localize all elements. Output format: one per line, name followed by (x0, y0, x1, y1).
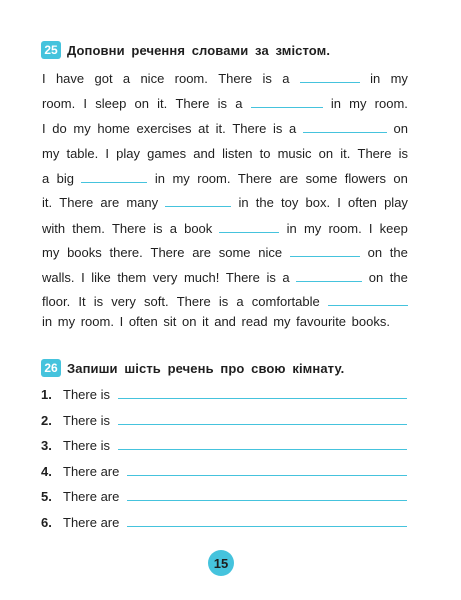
fill-in-blank[interactable] (296, 281, 362, 282)
word: on (367, 245, 383, 260)
task-25-title: Доповни речення словами за змістом. (67, 42, 331, 58)
word: a (169, 221, 177, 236)
word: my (57, 314, 76, 329)
word: nice (140, 71, 165, 86)
word: on (393, 171, 408, 186)
word: keep (379, 221, 408, 236)
answer-write-line[interactable] (127, 500, 407, 501)
answer-row (41, 384, 407, 402)
word: on (134, 96, 149, 111)
word: books. (351, 314, 390, 329)
word: play (384, 195, 408, 210)
word: on (182, 314, 197, 329)
answer-row-start: There is (63, 412, 110, 428)
word: the (255, 195, 274, 210)
word: is (218, 294, 229, 309)
word: room. (80, 314, 114, 329)
word: is (93, 294, 104, 309)
word: is (262, 71, 272, 86)
text-line (42, 218, 408, 236)
word: in (330, 96, 341, 111)
word: home (97, 121, 130, 136)
word: some (218, 245, 251, 260)
task-26-number-badge: 26 (41, 359, 61, 377)
word: There (150, 245, 185, 260)
word: my (73, 121, 91, 136)
word: I (368, 221, 373, 236)
word: There (176, 294, 211, 309)
word: with (42, 221, 66, 236)
text-line (42, 242, 408, 260)
text-line (42, 192, 408, 210)
task-25-number-badge: 25 (41, 41, 61, 59)
word: like (91, 270, 111, 285)
fill-in-blank[interactable] (303, 132, 387, 133)
word: favourite (296, 314, 347, 329)
word: them. (72, 221, 105, 236)
word: it. (340, 146, 351, 161)
word: is (272, 121, 283, 136)
fill-in-blank[interactable] (290, 256, 360, 257)
word: is (266, 270, 276, 285)
word: do (52, 121, 67, 136)
word: room. (42, 96, 76, 111)
answer-row-start: There are (63, 489, 120, 504)
answer-write-line[interactable] (127, 475, 407, 476)
word: my (172, 171, 190, 186)
word: There (111, 221, 146, 236)
answer-row-number: 4. (41, 463, 52, 479)
word: in (238, 195, 249, 210)
word: on (393, 121, 408, 136)
word: I (42, 71, 46, 86)
word: books (67, 245, 102, 260)
word: in (154, 171, 166, 186)
word: the (389, 245, 408, 260)
fill-in-blank[interactable] (81, 182, 147, 183)
word: read (241, 314, 268, 329)
word: is (217, 96, 228, 111)
answer-row-start: There is (63, 438, 110, 453)
word: and (214, 314, 236, 329)
answer-row-start: There are (63, 514, 120, 530)
page-number: 15 (208, 550, 234, 576)
word: a (282, 270, 290, 285)
word: a (42, 171, 50, 186)
answer-row-number: 6. (41, 514, 52, 530)
word: music (277, 146, 312, 161)
text-line (42, 68, 408, 86)
word: listen (222, 146, 253, 161)
word: There (175, 96, 210, 111)
answer-write-line[interactable] (118, 398, 407, 399)
word: a (282, 71, 290, 86)
text-line (42, 118, 408, 136)
word: toy (280, 195, 299, 210)
word: my (390, 71, 408, 86)
word: is (153, 221, 163, 236)
word: There (59, 195, 94, 210)
word: There (225, 270, 260, 285)
word: room. (328, 221, 362, 236)
fill-in-blank[interactable] (251, 107, 323, 108)
word: the (389, 270, 408, 285)
word: it. (215, 121, 226, 136)
word: a (235, 96, 243, 111)
word: a (288, 121, 297, 136)
text-line (42, 168, 408, 186)
word: There (357, 146, 392, 161)
word: a (236, 294, 244, 309)
word: them (117, 270, 147, 285)
word: are (100, 195, 120, 210)
word: sit (163, 314, 177, 329)
word: often (128, 314, 158, 329)
word: are (192, 245, 211, 260)
word: my (303, 221, 322, 236)
answer-row (41, 461, 407, 479)
word: my (42, 146, 60, 161)
word: got (94, 71, 113, 86)
text-line (42, 143, 408, 161)
word: my (42, 245, 60, 260)
word: room. (197, 171, 231, 186)
text-line (42, 291, 408, 309)
word: It (78, 294, 86, 309)
word: comfortable (251, 294, 320, 309)
word: are (279, 171, 299, 186)
word: games (147, 146, 187, 161)
word: room. (174, 71, 208, 86)
word: my (349, 96, 367, 111)
answer-row-number: 5. (41, 489, 52, 504)
word: I (337, 195, 341, 210)
word: in (286, 221, 297, 236)
word: it. (157, 96, 168, 111)
answer-row-start: There are (63, 463, 120, 479)
word: floor. (42, 294, 71, 309)
text-line (42, 93, 408, 111)
word: sleep (95, 96, 127, 111)
answer-write-line[interactable] (127, 526, 407, 527)
answer-write-line[interactable] (118, 449, 407, 450)
word: in (370, 71, 381, 86)
word: There (218, 71, 253, 86)
word: There (232, 121, 267, 136)
word: I (42, 121, 46, 136)
word: at (198, 121, 209, 136)
word: soft. (144, 294, 169, 309)
word: walls. (42, 270, 75, 285)
answer-row (41, 512, 407, 530)
word: it. (42, 195, 53, 210)
word: book (184, 221, 213, 236)
fill-in-blank[interactable] (300, 82, 360, 83)
word: on (318, 146, 334, 161)
word: some (305, 171, 338, 186)
word: room. (374, 96, 408, 111)
word: very (152, 270, 178, 285)
answer-row (41, 486, 407, 504)
answer-row (41, 435, 407, 453)
text-line (42, 311, 408, 329)
word: nice (258, 245, 283, 260)
word: flowers (344, 171, 386, 186)
answer-write-line[interactable] (118, 424, 407, 425)
word: play (116, 146, 141, 161)
word: a (122, 71, 131, 86)
word: exercises (136, 121, 192, 136)
answer-row (41, 410, 407, 428)
word: There (237, 171, 272, 186)
answer-row-number: 1. (41, 387, 52, 402)
answer-row-number: 3. (41, 438, 52, 453)
fill-in-blank[interactable] (219, 232, 279, 233)
word: my (273, 314, 291, 329)
task-25-header (41, 41, 330, 59)
fill-in-blank[interactable] (165, 206, 231, 207)
word: to (259, 146, 271, 161)
word: it (202, 314, 209, 329)
word: very (111, 294, 136, 309)
word: there. (109, 245, 143, 260)
task-26-header (41, 359, 344, 377)
word: I (119, 314, 124, 329)
fill-in-blank[interactable] (328, 305, 408, 306)
word: is (398, 146, 408, 161)
word: table. (66, 146, 99, 161)
word: have (55, 71, 85, 86)
word: on (368, 270, 384, 285)
answer-row-start: There is (63, 387, 110, 402)
word: in (42, 314, 53, 329)
word: big (56, 171, 75, 186)
word: and (193, 146, 215, 161)
word: many (126, 195, 159, 210)
word: much! (183, 270, 220, 285)
answer-row-number: 2. (41, 412, 52, 428)
word: I (105, 146, 110, 161)
word: I (81, 270, 85, 285)
word: I (83, 96, 88, 111)
text-line (42, 267, 408, 285)
word: often (348, 195, 377, 210)
word: box. (305, 195, 331, 210)
task-26-title: Запиши шість речень про свою кімнату. (67, 360, 345, 376)
